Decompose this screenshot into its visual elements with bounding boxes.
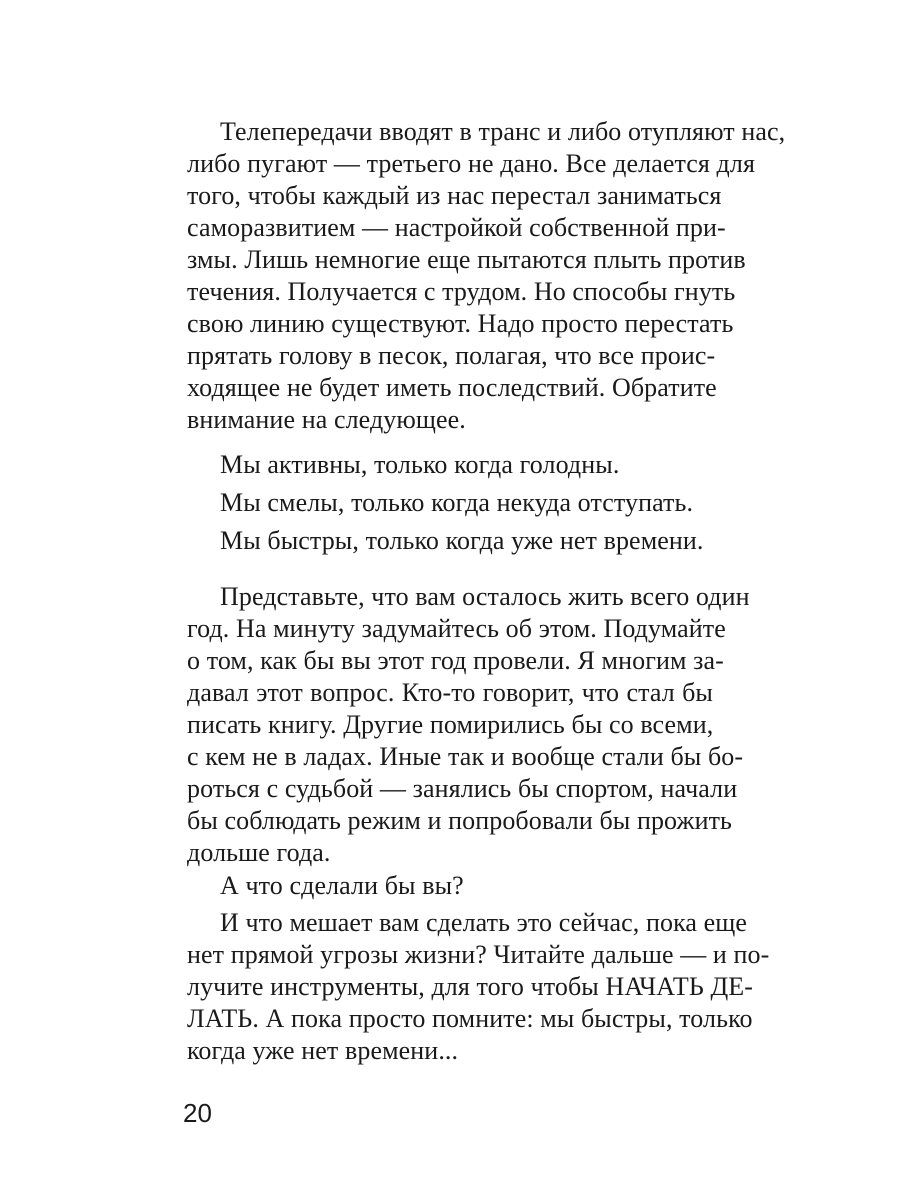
- paragraph-3-line-5: писать книгу. Другие помирились бы со всеми,: [187, 710, 714, 739]
- paragraph-1-line-10: внимание на следующее.: [187, 405, 466, 434]
- statement-line-1: Мы активны, только когда голодны.: [220, 450, 620, 479]
- statement-line-2: Мы смелы, только когда некуда отступать.: [220, 488, 694, 517]
- paragraph-1-line-3: того, чтобы каждый из нас перестал заниматься: [187, 181, 722, 210]
- paragraph-3-line-6: с кем не в ладах. Иные так и вообще стали бы бо-: [187, 742, 744, 771]
- paragraph-3-line-4: давал этот вопрос. Кто-то говорит, что стал бы: [187, 678, 713, 707]
- paragraph-5-line-4: ЛАТЬ. А пока просто помните: мы быстры, только: [187, 1004, 753, 1033]
- paragraph-3-line-7: роться с судьбой — занялись бы спортом, начали: [187, 774, 738, 803]
- paragraph-3-line-9: дольше года.: [187, 838, 331, 867]
- paragraph-1-line-8: прятать голову в песок, полагая, что все проис-: [187, 341, 716, 370]
- paragraph-1-line-4: саморазвитием — настройкой собственной при-: [187, 213, 726, 242]
- paragraph-1-line-1: Телепередачи вводят в транс и либо отупляют нас,: [220, 117, 786, 146]
- paragraph-5-line-2: нет прямой угрозы жизни? Читайте дальше — и по-: [187, 940, 770, 969]
- paragraph-3-line-1: Представьте, что вам осталось жить всего один: [220, 582, 750, 611]
- page-number: 20: [183, 1098, 212, 1128]
- statement-line-3: Мы быстры, только когда уже нет времени.: [220, 526, 704, 555]
- paragraph-1-line-6: течения. Получается с трудом. Но способы гнуть: [187, 277, 736, 306]
- paragraph-4-line-1: А что сделали бы вы?: [220, 871, 464, 900]
- paragraph-3-line-2: год. На минуту задумайтесь об этом. Подумайте: [187, 614, 726, 643]
- paragraph-3-line-8: бы соблюдать режим и попробовали бы прожить: [187, 806, 733, 835]
- paragraph-1-line-2: либо пугают — третьего не дано. Все делается для: [187, 149, 756, 178]
- paragraph-5-line-5: когда уже нет времени...: [187, 1036, 459, 1065]
- paragraph-3-line-3: о том, как бы вы этот год провели. Я многим за-: [187, 646, 724, 675]
- paragraph-1-line-7: свою линию существуют. Надо просто перестать: [187, 309, 734, 338]
- paragraph-1-line-5: змы. Лишь немногие еще пытаются плыть против: [187, 245, 746, 274]
- paragraph-5-line-3: лучите инструменты, для того чтобы НАЧАТЬ ДЕ-: [187, 972, 754, 1001]
- paragraph-5-line-1: И что мешает вам сделать это сейчас, пока еще: [220, 908, 748, 937]
- paragraph-1-line-9: ходящее не будет иметь последствий. Обратите: [187, 373, 717, 402]
